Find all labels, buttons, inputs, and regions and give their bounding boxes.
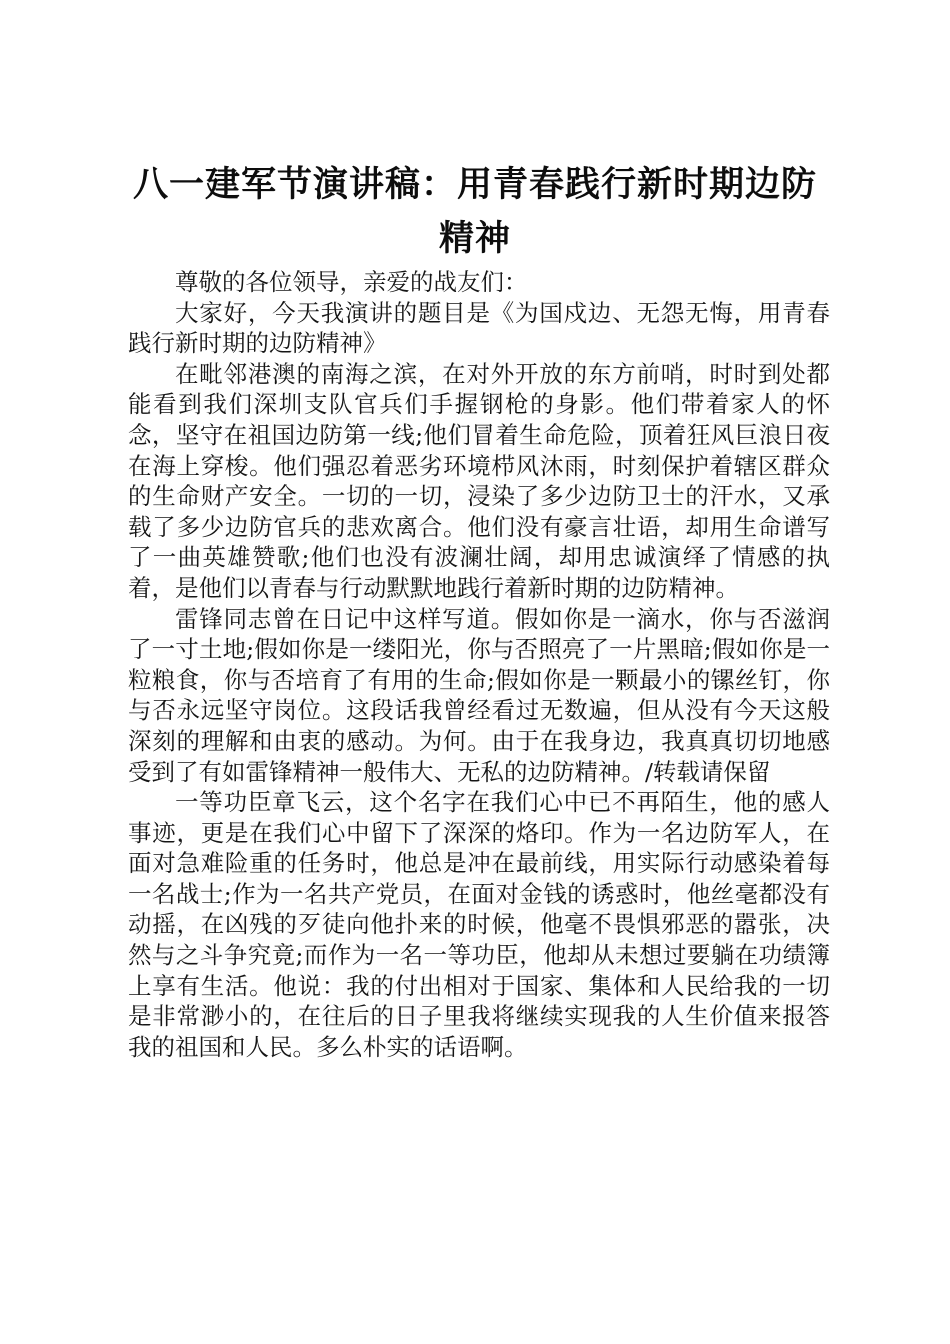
paragraph-greeting: 尊敬的各位领导，亲爱的战友们：	[175, 268, 528, 296]
document-title: 八一建军节演讲稿：用青春践行新时期边防精神	[132, 164, 817, 259]
paragraph-border-guards: 在毗邻港澳的南海之滨，在对外开放的东方前哨，时时到处都能看到我们深圳支队官兵们手握钢枪的身影。他们带着家人的怀念，坚守在祖国边防第一线;他们冒着生命危险，顶着狂风巨浪日夜在海上穿梭。他们强忍着恶劣环境栉风沐雨，时刻保护着辖区群众的生命财产安全。一切的一切，浸染了多少边防卫士的汗水，又承载了多少边防官兵的悲欢离合。他们没有豪言壮语，却用生命谱写了一曲英雄赞歌;他们也没有波澜壮阔，却用忠诚演绎了情感的执着，是他们以青春与行动默默地践行着新时期的边防精神。	[128, 359, 830, 602]
paragraph-intro: 大家好，今天我演讲的题目是《为国戍边、无怨无悔，用青春践行新时期的边防精神》	[128, 298, 830, 358]
document-body	[128, 267, 830, 1062]
paragraph-lei-feng: 雷锋同志曾在日记中这样写道。假如你是一滴水，你与否滋润了一寸土地;假如你是一缕阳光，你与否照亮了一片黑暗;假如你是一粒粮食，你与否培育了有用的生命;假如你是一颗最小的镙丝钉，你与否永远坚守岗位。这段话我曾经看过无数遍，但从没有今天这般深刻的理解和由衷的感动。为何。由于在我身边，我真真切切地感受到了有如雷锋精神一般伟大、无私的边防精神。/转载请保留	[128, 604, 830, 786]
paragraph-zhang-feiyun: 一等功臣章飞云，这个名字在我们心中已不再陌生，他的感人事迹，更是在我们心中留下了深深的烙印。作为一名边防军人，在面对急难险重的任务时，他总是冲在最前线，用实际行动感染着每一名战士;作为一名共产党员，在面对金钱的诱惑时，他丝毫都没有动摇，在凶残的歹徒向他扑来的时候，他毫不畏惧邪恶的嚣张，决然与之斗争究竟;而作为一名一等功臣，他却从未想过要躺在功绩簿上享有生活。他说：我的付出相对于国家、集体和人民给我的一切是非常渺小的，在往后的日子里我将继续实现我的人生价值来报答我的祖国和人民。多么朴实的话语啊。	[128, 788, 830, 1061]
